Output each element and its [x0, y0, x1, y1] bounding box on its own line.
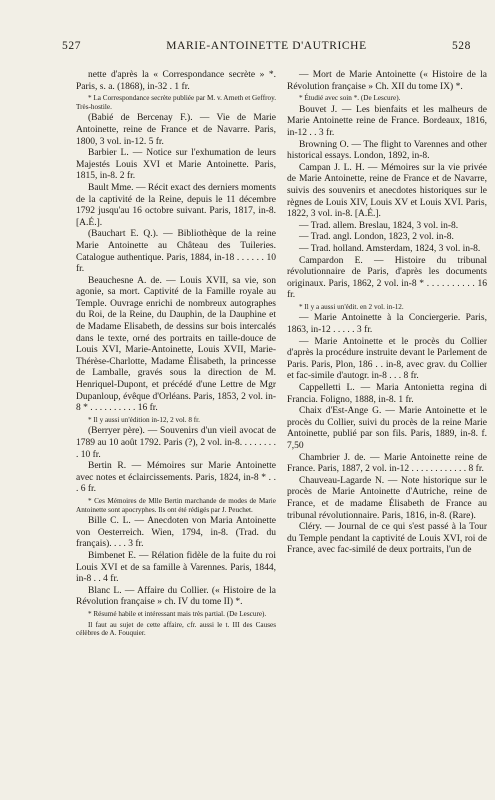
left-column	[76, 70, 276, 795]
bibliography-entry: Beauchesne A. de. — Louis XVII, sa vie, son agonie, sa mort. Captivité de la Famille royale au Temple. Ouvrage enrichi de nombreux autographes du Roi, de la Reine, du Dauphin, de la Dauphine et de Madame Elisabeth, de dessins sur bois intercalés dans le texte, orné des portraits en taille-douce de Louis XVI, Marie-Antoinette, Louis XVII, Marie-Thérèse-Charlotte, Madame Élisabeth, la princesse de Lamballe, gravés sous la direction de M. Henriquel-Dupont, et précédé d'une Lettre de Mgr Dupanloup, évêque d'Orléans. Paris, 1853, 2 vol. in-8 * . . . . . . . . . . 16 fr.	[76, 275, 276, 414]
bibliography-entry: Chaix d'Est-Ange G. — Marie Antoinette et le procès du Collier, suivi du procès de la reine Marie Antoinette, publié par son fils. Paris, 1889, in-8. f. 7,50	[287, 406, 487, 451]
bibliography-entry: Cappelletti L. — Maria Antonietta regina di Francia. Foligno, 1888, in-8. 1 fr.	[287, 383, 487, 405]
bibliography-entry: Bimbenet E. — Rélation fidèle de la fuite du roi Louis XVI et de sa famille à Varennes. Paris, 1844, in-8 . . 4 fr.	[76, 550, 276, 585]
bibliography-entry: Bertin R. — Mémoires sur Marie Antoinette avec notes et éclaircissements. Paris, 1824, in-8 * . . . 6 fr.	[76, 461, 276, 495]
bibliography-entry: — Marie Antoinette à la Conciergerie. Paris, 1863, in-12 . . . . . 3 fr.	[287, 313, 487, 336]
bibliography-entry: (Babié de Bercenay F.). — Vie de Marie Antoinette, reine de France et de Navarre. Paris, 1800, 3 vol. in-12. 5 fr.	[76, 113, 276, 147]
right-column	[287, 70, 487, 795]
bibliography-entry: Campan J. L. H. — Mémoires sur la vie privée de Marie Antoinette, reine de France et de Navarre, suivis des souvenirs et anecdotes historiques sur le règnes de Louis XIV, Louis XV et Louis XVI. Paris, 1822, 3 vol. in-8. [A.É.].	[287, 162, 487, 220]
bibliography-entry: — Mort de Marie Antoinette (« Histoire de la Révolution française » Ch. XII du tome IX) *.	[287, 70, 487, 92]
bibliography-entry: — Trad. angl. London, 1823, 2 vol. in-8.	[299, 232, 454, 243]
bibliography-entry: Bouvet J. — Les bienfaits et les malheurs de Marie Antoinette reine de France. Bordeaux, 1816, in-12 . . 3 fr.	[287, 104, 487, 138]
footnote: * La Correspondance secrète publiée par M. v. Arneth et Geffroy. Très-hostile.	[76, 94, 276, 111]
running-title: MARIE-ANTOINETTE D'AUTRICHE	[166, 40, 367, 52]
bibliography-entry: Cléry. — Journal de ce qui s'est passé à la Tour du Temple pendant la captivité de Louis XVI, roi de France, avec fac-similé de deux portraits, l'un de	[287, 522, 487, 556]
bibliography-entry: Campardon E. — Histoire du tribunal révolutionnaire de Paris, d'après les documents originaux. Paris, 1862, 2 vol. in-8 * . . . . . . . . . . 16 fr.	[287, 255, 487, 301]
bibliography-entry: — Marie Antoinette et le procès du Collier d'après la procédure instruite devant le Parlement de Paris. Paris, Plon, 186 . . in-8, avec grav. du Collier et fac-simile d'autogr. in-8 . . . 8 fr.	[287, 336, 487, 382]
bibliography-entry: Barbier L. — Notice sur l'exhumation de leurs Majestés Louis XVI et Marie Antoinette. Paris, 1815, in-8. 2 fr.	[76, 148, 276, 182]
bibliography-entry: — Trad. holland. Amsterdam, 1824, 3 vol. in-8.	[299, 243, 481, 254]
bibliography-entry: (Berryer père). — Souvenirs d'un vieil avocat de 1789 au 10 août 1792. Paris (?), 2 vol. in-8. . . . . . . . . 10 fr.	[76, 426, 276, 460]
footnote: * Il y a aussi un'édit. en 2 vol. in-12.	[299, 302, 404, 311]
bibliography-entry: Blanc L. — Affaire du Collier. (« Histoire de la Révolution française » ch. IV du tome II) *.	[76, 585, 276, 608]
bibliography-entry: Browning O. — The flight to Varennes and other historical essays. London, 1892, in-8.	[287, 139, 487, 162]
page-number-left: 527	[62, 40, 82, 52]
bibliography-entry: Chauveau-Lagarde N. — Note historique sur le procès de Marie Antoinette d'Autriche, reine de France, et de madame Élisabeth de France au tribunal révolutionnaire. Paris, 1816, in-8. (Rare).	[287, 475, 487, 521]
bibliography-entry: Bault Mme. — Récit exact des derniers moments de la captivité de la Reine, depuis le 11 décembre 1792 jusqu'au 16 octobre suivant. Paris, 1817, in-8. [A.É.].	[76, 182, 276, 228]
footnote: Il faut au sujet de cette affaire, cfr. aussi le t. III des Causes célèbres de A. Fouquier.	[76, 620, 276, 638]
running-header	[62, 40, 471, 56]
bibliography-entry: — Trad. allem. Breslau, 1824, 3 vol. in-8.	[299, 220, 459, 231]
footnote: * Étudié avec soin *. (De Lescure).	[299, 94, 401, 103]
bibliography-entry: Chambrier J. de. — Marie Antoinette reine de France. Paris, 1887, 2 vol. in-12 . . . . . . . . . . . . 8 fr.	[287, 452, 487, 475]
page-number-right: 528	[451, 40, 471, 52]
bibliography-entry: (Bauchart E. Q.). — Bibliothèque de la reine Marie Antoinette au Château des Tuileries. Catalogue authentique. Paris, 1884, in-18 . . . . . . 10 fr.	[76, 229, 276, 275]
footnote: * Résumé habile et intéressant mais très partial. (De Lescure).	[88, 609, 267, 618]
footnote: * Ces Mémoires de Mlle Bertin marchande de modes de Marie Antoinette sont apocryphes. Ils ont été rédigés par J. Peuchet.	[76, 496, 276, 514]
footnote: * Il y aussi un'édition in-12, 2 vol. 8 fr.	[88, 415, 200, 424]
bibliography-entry: nette d'après la « Correspondance secrète » *. Paris, s. a. (1868), in-32 . 1 fr.	[76, 70, 276, 92]
bibliography-entry: Bille C. L. — Anecdoten von Maria Antoinette von Oesterreich. Wien, 1794, in-8. (Trad. du français). . . . 3 fr.	[76, 516, 276, 550]
